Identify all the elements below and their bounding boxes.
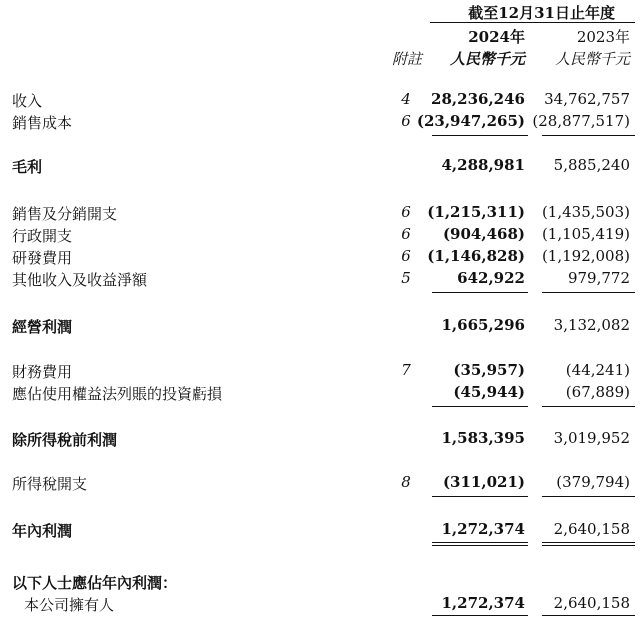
value-2023: 3,019,952 [553, 429, 630, 447]
row-label-income-tax: 所得稅開支 [12, 475, 88, 493]
value-2023: 979,772 [567, 269, 630, 287]
period-header: 截至12月31日止年度 [468, 4, 615, 22]
row-label-share-of-losses: 應佔使用權益法列賬的投資虧損 [12, 385, 223, 403]
value-2023: (379,794) [556, 473, 630, 491]
total-double-rule [432, 542, 528, 543]
row-label-profit-for-year: 年內利潤 [12, 522, 73, 540]
value-2024: 28,236,246 [431, 90, 525, 108]
subtotal-rule [542, 406, 635, 407]
value-2023: 3,132,082 [553, 316, 630, 334]
value-2024: 1,583,395 [441, 429, 525, 447]
row-label-operating-profit: 經營利潤 [12, 318, 73, 336]
value-2024: (35,957) [453, 361, 525, 379]
row-label-cost-of-sales: 銷售成本 [12, 114, 73, 132]
subtotal-rule [542, 135, 635, 136]
value-2023: (1,192,008) [541, 247, 630, 265]
unit-2024-header: 人民幣千元 [449, 50, 525, 68]
value-2023: (67,889) [565, 383, 630, 401]
row-label-rd-expenses: 研發費用 [12, 249, 73, 267]
row-note: 8 [401, 473, 411, 491]
value-2024: 1,272,374 [441, 520, 525, 538]
row-note: 6 [401, 225, 411, 243]
subtotal-rule [432, 406, 528, 407]
row-note: 4 [401, 90, 411, 108]
value-2024: 642,922 [457, 269, 525, 287]
subtotal-rule [432, 615, 528, 616]
value-2024: (1,146,828) [427, 247, 525, 265]
row-label-revenue: 收入 [12, 92, 43, 110]
total-double-rule [432, 545, 528, 546]
row-label-gross-profit: 毛利 [12, 158, 43, 176]
value-2024: (904,468) [442, 225, 525, 243]
row-label-profit-before-tax: 除所得稅前利潤 [12, 431, 118, 449]
value-2023: 34,762,757 [544, 90, 630, 108]
row-label-finance-costs: 財務費用 [12, 363, 73, 381]
year-2023-header: 2023年 [576, 28, 630, 46]
row-note: 6 [401, 112, 411, 130]
value-2024: (311,021) [442, 473, 525, 491]
value-2023: (44,241) [565, 361, 630, 379]
unit-2023-header: 人民幣千元 [554, 50, 630, 68]
row-label-other-income: 其他收入及收益淨額 [12, 271, 148, 289]
row-note: 6 [401, 247, 411, 265]
subtotal-rule [542, 496, 635, 497]
row-label-selling-expenses: 銷售及分銷開支 [12, 205, 118, 223]
value-2024: 1,665,296 [441, 316, 525, 334]
subtotal-rule [542, 292, 635, 293]
subtotal-rule [432, 496, 528, 497]
value-2024: 4,288,981 [441, 156, 525, 174]
row-label-owners-of-company: 本公司擁有人 [24, 596, 115, 614]
value-2024: (23,947,265) [416, 112, 525, 130]
subtotal-rule [542, 615, 635, 616]
row-label-attributable-to: 以下人士應佔年內利潤： [12, 574, 178, 592]
value-2023: (1,105,419) [541, 225, 630, 243]
year-2024-header: 2024年 [468, 28, 525, 46]
total-double-rule [542, 542, 635, 543]
row-label-admin-expenses: 行政開支 [12, 227, 73, 245]
value-2024: (45,944) [453, 383, 525, 401]
value-2023: 2,640,158 [553, 594, 630, 612]
header-rule [430, 22, 635, 23]
subtotal-rule [432, 135, 528, 136]
subtotal-rule [432, 292, 528, 293]
value-2023: (28,877,517) [532, 112, 630, 130]
row-note: 7 [401, 361, 411, 379]
value-2023: 2,640,158 [553, 520, 630, 538]
value-2023: (1,435,503) [541, 203, 630, 221]
row-note: 6 [401, 203, 411, 221]
value-2024: (1,215,311) [427, 203, 525, 221]
row-note: 5 [401, 269, 411, 287]
total-double-rule [542, 545, 635, 546]
note-column-header: 附註 [392, 50, 423, 68]
value-2023: 5,885,240 [553, 156, 630, 174]
value-2024: 1,272,374 [441, 594, 525, 612]
